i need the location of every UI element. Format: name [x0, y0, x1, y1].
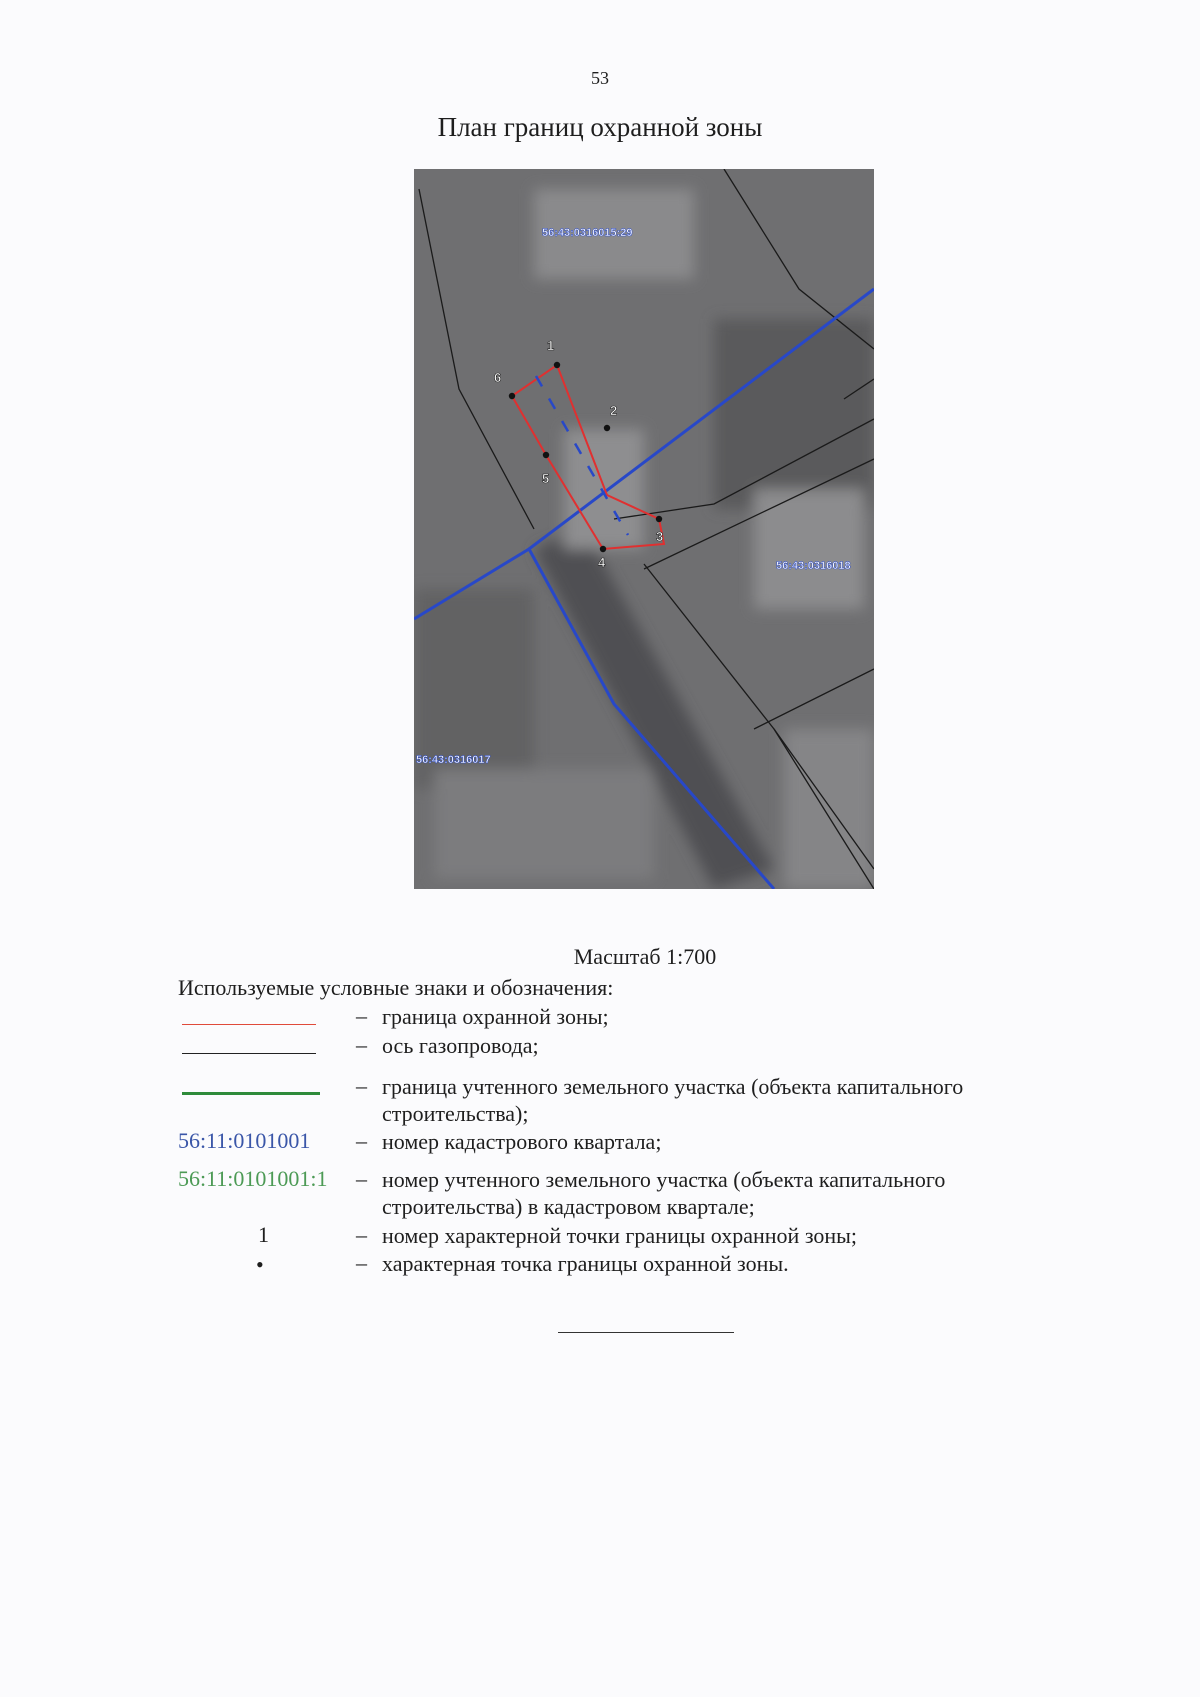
- legend-symbol-green-line: [182, 1092, 320, 1095]
- legend-symbol-red-line: [182, 1024, 316, 1025]
- legend-heading: Используемые условные знаки и обозначения:: [178, 975, 614, 1000]
- parcel-label: 56:43:0316015:29: [542, 227, 633, 239]
- legend-symbol-black-line: [182, 1053, 316, 1054]
- legend-dash: –: [356, 1128, 367, 1153]
- legend-desc: ось газопровода;: [382, 1033, 539, 1058]
- page-number: 53: [591, 68, 609, 88]
- legend-desc: характерная точка границы охранной зоны.: [382, 1251, 789, 1276]
- page-title: План границ охранной зоны: [437, 112, 763, 142]
- legend-desc: граница охранной зоны;: [382, 1004, 609, 1029]
- legend-dash: –: [356, 1166, 367, 1191]
- legend-desc: номер характерной точки границы охранной зоны;: [382, 1223, 858, 1248]
- legend-dash: –: [356, 1222, 367, 1247]
- point-label: 3: [656, 529, 664, 544]
- legend-desc: номер кадастрового квартала;: [382, 1129, 662, 1154]
- legend-dash: –: [356, 1003, 367, 1028]
- legend-symbol-point-number: 1: [258, 1222, 269, 1247]
- point-label: 1: [547, 338, 555, 353]
- point-label: 6: [494, 370, 502, 385]
- parcel-label: 56:43:0316018: [776, 560, 851, 572]
- legend-desc: номер учтенного земельного участка (объекта капитального строительства) в кадастровом квартале;: [382, 1167, 946, 1219]
- legend-desc: граница учтенного земельного участка (объекта капитального строительства);: [382, 1074, 964, 1126]
- scale-label: Масштаб 1:700: [573, 944, 717, 969]
- point-label: 2: [610, 403, 618, 418]
- parcel-label: 56:43:0316017: [416, 754, 491, 766]
- end-rule: [558, 1332, 734, 1333]
- point-label: 5: [542, 471, 550, 486]
- legend-symbol-parcel-number: 56:11:0101001:1: [178, 1166, 328, 1191]
- legend-dash: –: [356, 1032, 367, 1057]
- legend-symbol-point-dot: •: [256, 1252, 264, 1277]
- cadastral-map: [414, 169, 874, 889]
- legend-dash: –: [356, 1250, 367, 1275]
- legend-dash: –: [356, 1073, 367, 1098]
- point-label: 4: [598, 555, 606, 570]
- legend-symbol-quarter-number: 56:11:0101001: [178, 1128, 311, 1153]
